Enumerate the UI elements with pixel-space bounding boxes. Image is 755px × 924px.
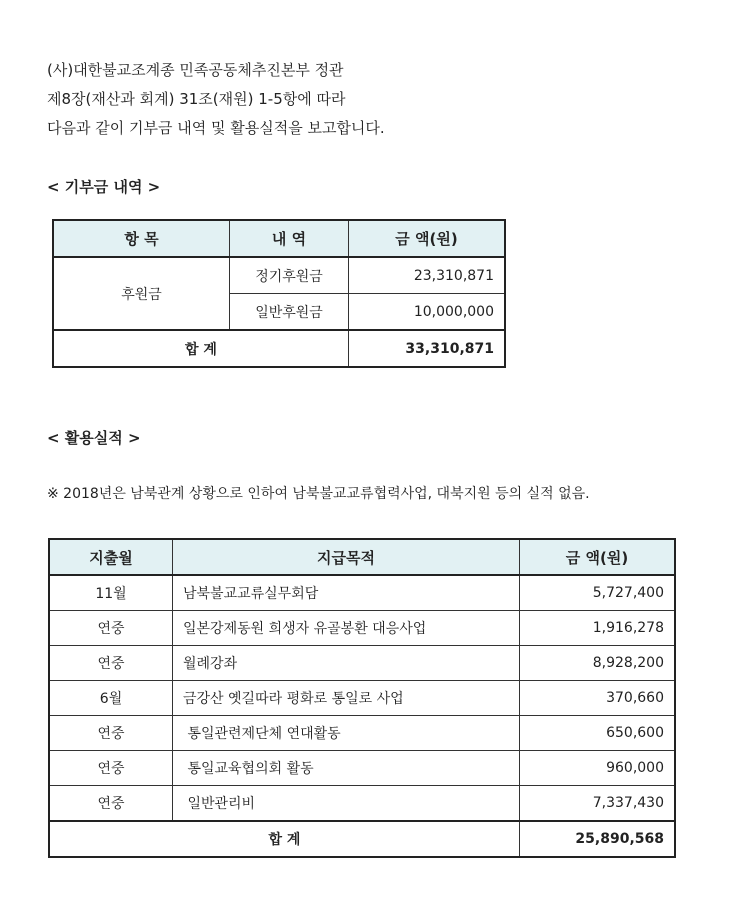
month-cell: 6월 — [49, 681, 173, 716]
table-row — [49, 751, 675, 786]
amount-cell: 8,928,200 — [520, 646, 676, 681]
total-row — [49, 821, 675, 857]
purpose-cell: 통일관련제단체 연대활동 — [173, 716, 520, 751]
header-amount: 금 액(원) — [349, 220, 506, 257]
usage-section-title: < 활용실적 > — [47, 429, 141, 447]
purpose-cell: 일본강제동원 희생자 유골봉환 대응사업 — [173, 611, 520, 646]
total-row — [53, 330, 505, 367]
amount-cell: 370,660 — [520, 681, 676, 716]
table-row — [49, 786, 675, 822]
category-cell: 후원금 — [53, 257, 230, 330]
header-purpose: 지급목적 — [173, 539, 520, 575]
purpose-cell: 남북불교교류실무회담 — [173, 575, 520, 611]
purpose-cell: 통일교육협의회 활동 — [173, 751, 520, 786]
month-cell: 연중 — [49, 611, 173, 646]
header-detail: 내 역 — [230, 220, 349, 257]
month-cell: 연중 — [49, 716, 173, 751]
amount-cell: 23,310,871 — [349, 257, 506, 294]
purpose-cell: 금강산 옛길따라 평화로 통일로 사업 — [173, 681, 520, 716]
month-cell: 연중 — [49, 646, 173, 681]
table-row — [49, 646, 675, 681]
intro-line: 다음과 같이 기부금 내역 및 활용실적을 보고합니다. — [47, 119, 385, 137]
total-label: 합 계 — [49, 821, 520, 857]
month-cell: 연중 — [49, 751, 173, 786]
usage-note: ※ 2018년은 남북관계 상황으로 인하여 남북불교교류협력사업, 대북지원 등의 실적 없음. — [47, 486, 590, 502]
intro-line: (사)대한불교조계종 민족공동체추진본부 정관 — [47, 61, 344, 79]
header-month: 지출월 — [49, 539, 173, 575]
table-row — [53, 257, 505, 294]
table-row — [49, 575, 675, 611]
total-label: 합 계 — [53, 330, 349, 367]
header-amount: 금 액(원) — [520, 539, 676, 575]
total-amount: 33,310,871 — [349, 330, 506, 367]
donations-table — [52, 219, 506, 368]
amount-cell: 960,000 — [520, 751, 676, 786]
detail-cell: 일반후원금 — [230, 294, 349, 331]
amount-cell: 7,337,430 — [520, 786, 676, 822]
intro-line: 제8장(재산과 회계) 31조(재원) 1-5항에 따라 — [47, 90, 346, 108]
amount-cell: 650,600 — [520, 716, 676, 751]
table-header-row — [53, 220, 505, 257]
amount-cell: 1,916,278 — [520, 611, 676, 646]
amount-cell: 5,727,400 — [520, 575, 676, 611]
intro-paragraph — [47, 56, 385, 143]
month-cell: 연중 — [49, 786, 173, 822]
table-header-row — [49, 539, 675, 575]
amount-cell: 10,000,000 — [349, 294, 506, 331]
purpose-cell: 월례강좌 — [173, 646, 520, 681]
table-row — [49, 681, 675, 716]
purpose-cell: 일반관리비 — [173, 786, 520, 822]
usage-table — [48, 538, 676, 858]
total-amount: 25,890,568 — [520, 821, 676, 857]
table-row — [49, 611, 675, 646]
table-row — [49, 716, 675, 751]
donations-section-title: < 기부금 내역 > — [47, 178, 161, 196]
month-cell: 11월 — [49, 575, 173, 611]
detail-cell: 정기후원금 — [230, 257, 349, 294]
header-item: 항 목 — [53, 220, 230, 257]
